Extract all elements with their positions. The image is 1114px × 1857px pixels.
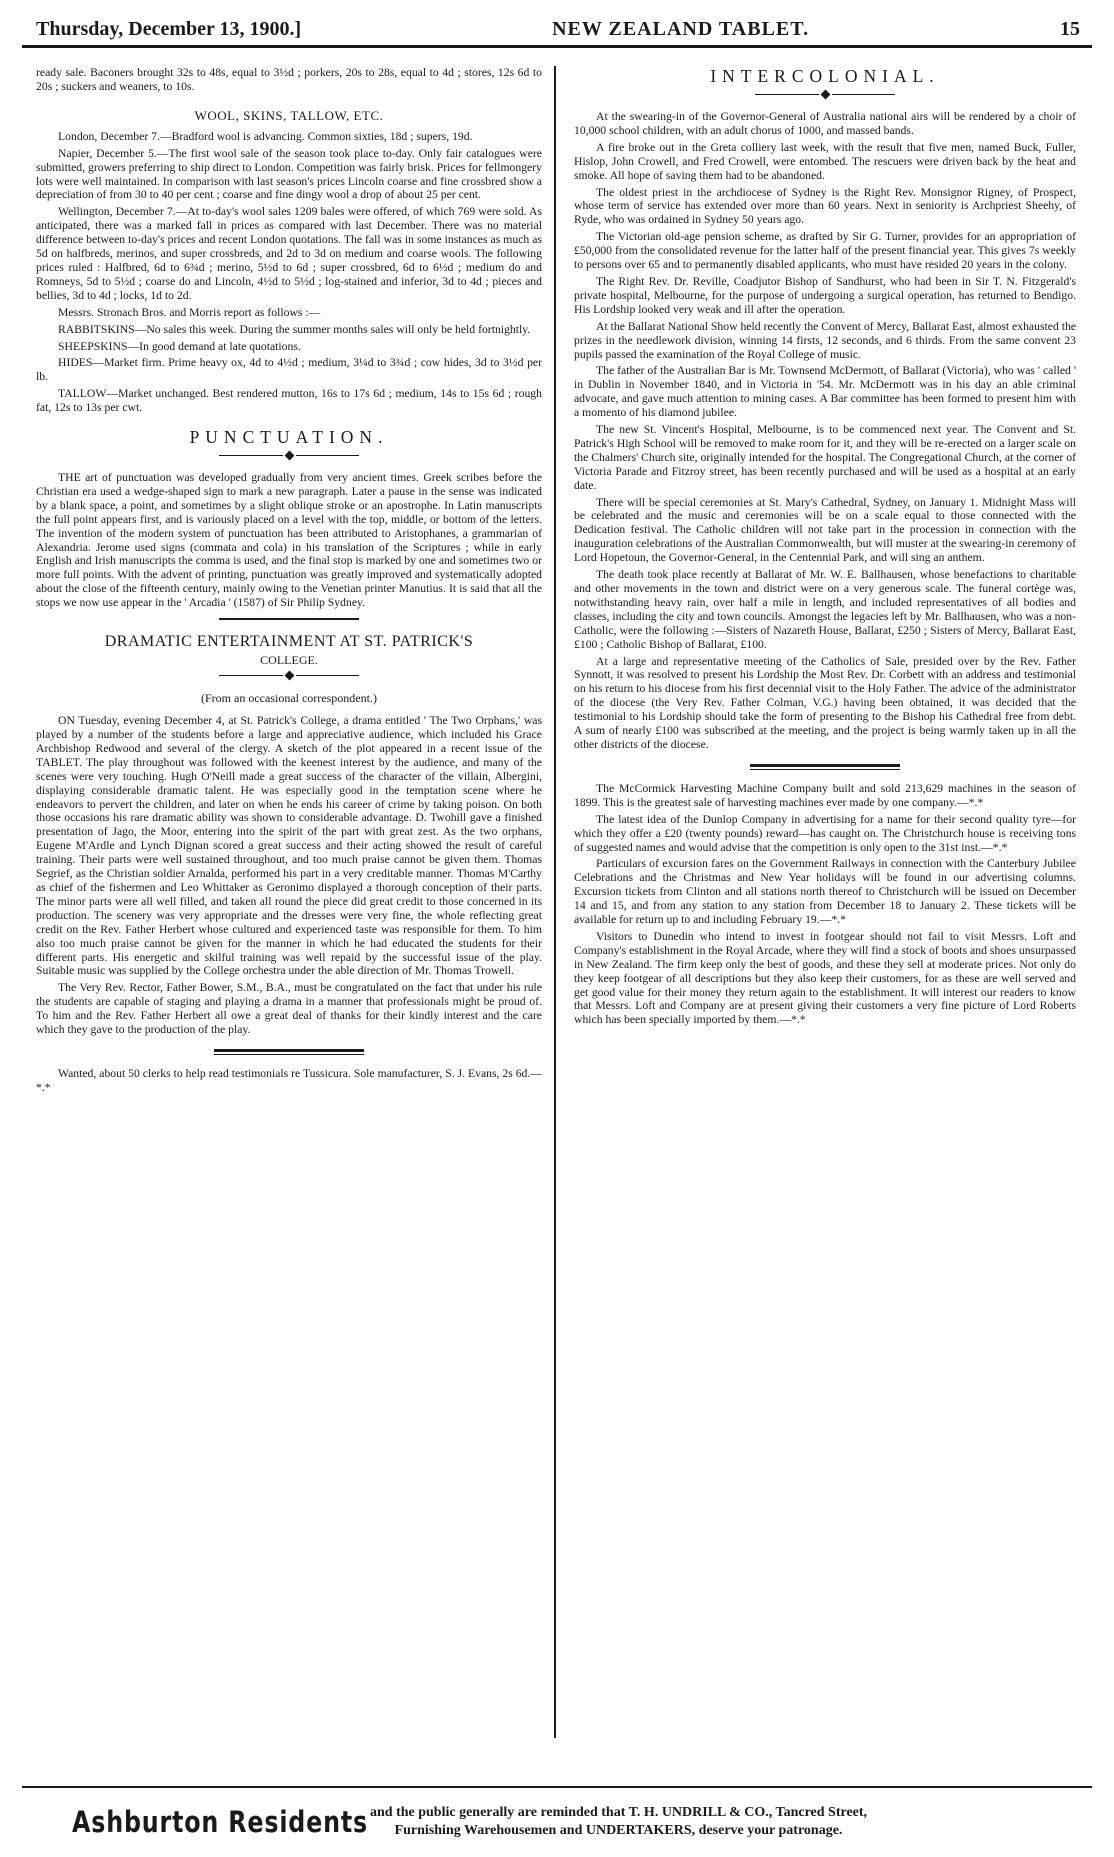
wool-paragraph: Napier, December 5.—The first wool sale of the season took place to-day. Only fair catalogues were submitted, growers preferring to ship direct to London. Competition was fairly brisk. Prices for fellmongery lots were well maintained. In comparison with last season's prices Lincoln coarse and fine crossbred show a depreciation of from 30 to 40 per cent ; coarse and fine dingy wool a drop of about 25 per cent.: [36, 146, 542, 202]
drama-subheading: COLLEGE.: [260, 653, 318, 668]
ornament-divider: [219, 672, 359, 679]
wool-paragraph: Messrs. Stronach Bros. and Morris report as follows :—: [58, 305, 321, 319]
wool-paragraph: Wellington, December 7.—At to-day's wool sales 1209 bales were offered, of which 769 were sold. As anticipated, there was a marked fall in prices as compared with last December. There was no material difference between to-day's prices and recent London quotations. The fall was in some instances as much as 5d on halfbreds, merinos, and super crossbreds, and 2d to 3d on medium and coarse wools. The following prices ruled : Halfbred, 6d to 6¾d ; merino, 5½d to 6d ; super crossbred, 6d to 6½d ; medium do and Romneys, 5d to 5½d ; coarse do and Lincoln, 4½d to 5½d ; log-stained and inferior, 3d to 4d ; pieces and bellies, 3d to 4d ; locks, 1d to 2d.: [36, 205, 542, 302]
right-column: [558, 66, 1088, 1738]
section-rule: [750, 764, 900, 770]
wool-paragraph: TALLOW—Market unchanged. Best rendered mutton, 16s to 17s 6d ; medium, 14s to 15s 6d ; rough fat, 12s to 13s per cwt.: [36, 387, 542, 415]
ornament-divider: [755, 91, 895, 98]
advert-paragraph: Visitors to Dunedin who intend to invest in footgear should not fail to visit Messrs. Loft and Company's establishment in the Royal Arcade, where they will find a stock of boots and shoes unsurpassed in New Zealand. The firm keep only the best of goods, and these they sell at moderate prices. Not only do they keep footgear of all descriptions but they also keep their customers, for as these are well served and get good value for their money they return again to the establishment. It will interest our readers to know that Messrs. Loft and Company are at present giving their customers a very fine picture of Lord Roberts which has been specially imported by them.—*.*: [574, 929, 1076, 1027]
intercolonial-paragraph: The Right Rev. Dr. Reville, Coadjutor Bishop of Sandhurst, who had been in Sir T. N. Fitzgerald's private hospital, Melbourne, for the purpose of undergoing a surgical operation, has returned to Bendigo. His Lordship looked very weak and ill after the operation.: [574, 274, 1076, 316]
intercolonial-paragraph: The Victorian old-age pension scheme, as drafted by Sir G. Turner, provides for an appropriation of £50,000 from the consolidated revenue for the latter half of the present financial year. This gives 7s weekly to persons over 65 and to permanently disabled applicants, who must have resided 20 years in the colony.: [574, 230, 1076, 272]
footer-advert: [22, 1786, 1092, 1852]
advert-paragraph: The McCormick Harvesting Machine Company built and sold 213,629 machines in the season of 1899. This is the greatest sale of harvesting machines ever made by one company.—*.*: [574, 781, 1076, 809]
intercolonial-paragraph: At a large and representative meeting of the Catholics of Sale, presided over by the Rev. Father Synnott, it was resolved to present his Lordship the Most Rev. Dr. Corbett with an address and testimonial on his return to his diocese from his first decennial visit to the Holy Father. The advice of the administrator of the diocese (the Very Rev. Father Colman, V.G.) having been obtained, it was decided that the testimonial to his Lordship should take the form of presenting to the Bishop his Cathedral free from debt. A sum of nearly £100 was subscribed at the meeting, and the project is being warmly taken up in all the other districts of the diocese.: [574, 654, 1076, 751]
page-number: 15: [1060, 18, 1080, 40]
wool-heading: WOOL, SKINS, TALLOW, ETC.: [194, 107, 384, 123]
intercolonial-paragraph: The father of the Australian Bar is Mr. Townsend McDermott, of Ballarat (Victoria), who was ' called ' in Dublin in November 1840, and in Victoria in '54. Mr. McDermott was in his day an able criminal advocate, and gave much attention to mining cases. A Bar committee has been formed to present him with a momento of his diamond jubilee.: [574, 364, 1076, 420]
wool-paragraph: SHEEPSKINS—In good demand at late quotations.: [58, 339, 301, 353]
section-rule: [214, 1049, 364, 1055]
masthead: [22, 12, 1092, 48]
intercolonial-heading: INTERCOLONIAL.: [710, 66, 940, 86]
columns: [22, 66, 1092, 1738]
left-column: [22, 66, 552, 1738]
advert-paragraph: The latest idea of the Dunlop Company in advertising for a name for their second quality tyre—for which they offer a £20 (twenty pounds) reward—has caught on. The Christchurch house is receiving tons of suggested names and would advise that the competition is only open to the 31st inst.—*.*: [574, 812, 1076, 854]
intercolonial-paragraph: The death took place recently at Ballarat of Mr. W. E. Ballhausen, whose benefactions to charitable and other movements in the town and district were on a very generous scale. The funeral cortège was, notwithstanding heavy rain, over half a mile in length, and included representatives of all bodies and classes, including the city and town councils. Amongst the legacies left by Mr. Ballhausen, who was a non-Catholic, were the following :—Sisters of Nazareth House, Ballarat, £250 ; Sisters of Mercy, Ballarat East, £100 ; Catholic Bishop of Ballarat, £100.: [574, 568, 1076, 651]
column-rule: [554, 66, 556, 1738]
punctuation-paragraph: THE art of punctuation was developed gradually from very ancient times. Greek scribes before the Christian era used a wedge-shaped sign to mark a new paragraph. Later a pause in the sense was indicated by a blank space, a point, and sometimes by a slight oblique stroke or an apostrophe. In Latin manuscripts the full point appears first, and is variously placed on a level with the top, middle, or bottom of the letters. The invention of the modern system of punctuation has been attributed to Aristophanes, a grammarian of Alexandria. Jerome used signs (commata and cola) in his translation of the Scriptures ; while in early English and Irish manuscripts the comma is used, and the final stop is marked by one and sometimes two or more full points. With the advent of printing, punctuation was greatly improved and systematically adopted about the close of the fifteenth century, mainly owing to the Venetian printer Manutius. It is said that all the stops we now use appear in the ' Arcadia ' (1587) of Sir Philip Sydney.: [36, 471, 542, 610]
intercolonial-paragraph: The new St. Vincent's Hospital, Melbourne, is to be commenced next year. The Convent and St. Patrick's High School will be removed to make room for it, and they will be re-erected on a larger scale on the Chalmers' Church site, originally intended for the hospital. The Congregational Church, at the corner of Victoria Parade and Fitzroy street, has been recently purchased and will be used as a hospital at an early date.: [574, 423, 1076, 492]
pig-market-paragraph: ready sale. Baconers brought 32s to 48s, equal to 3½d ; porkers, 20s to 28s, equal to 4d ; stores, 12s 6d to 20s ; suckers and weaners, to 10s.: [36, 66, 542, 93]
footer-notice-line: Furnishing Warehousemen and UNDERTAKERS, deserve your patronage.: [394, 1823, 843, 1838]
drama-paragraph: The Very Rev. Rector, Father Bower, S.M., B.A., must be congratulated on the fact that under his rule the students are capable of staging and playing a drama in a manner that professionals might be proud of. To him and the Rev. Father Herbert all owe a great deal of thanks for their kindly interest and the care which they gave to the production of the play.: [36, 981, 542, 1037]
intercolonial-paragraph: A fire broke out in the Greta colliery last week, with the result that five men, named Buck, Fuller, Hislop, John Crowell, and Fred Crowell, were entombed. The rescuers were driven back by the heat and smoke. All hope of saving them had to be abandoned.: [574, 140, 1076, 182]
drama-byline: (From an occasional correspondent.): [201, 691, 377, 706]
intercolonial-paragraph: At the Ballarat National Show held recently the Convent of Mercy, Ballarat East, almost exhausted the prizes in the needlework division, winning 14 firsts, 12 seconds, and 6 thirds. From the same convent 23 pupils passed the examination of the Royal College of music.: [574, 319, 1076, 361]
punctuation-heading: PUNCTUATION.: [189, 427, 389, 448]
drama-heading: DRAMATIC ENTERTAINMENT AT ST. PATRICK'S: [104, 633, 474, 651]
footer-notice: [370, 1804, 867, 1840]
advert-paragraph: Particulars of excursion fares on the Government Railways in connection with the Canterbury Jubilee Celebrations and the Christmas and New Year holidays will be found in our advertising columns. Excursion tickets from Clinton and all stations north thereof to Christchurch will be issued on December 14 and 15, and from any station to any station from December 18 to January 2. These tickets will be available for return up to and including February 19.—*.*: [574, 857, 1076, 927]
wool-paragraph: HIDES—Market firm. Prime heavy ox, 4d to 4½d ; medium, 3¼d to 3¾d ; cow hides, 3d to 3½d per lb.: [36, 356, 542, 384]
newspaper-title: NEW ZEALAND TABLET.: [552, 18, 810, 40]
issue-date: Thursday, December 13, 1900.]: [36, 18, 302, 40]
wool-paragraph: RABBITSKINS—No sales this week. During the summer months sales will only be held fortnightly.: [58, 322, 531, 336]
footer-brand: Ashburton Residents: [72, 1805, 369, 1839]
footer-notice-line: and the public generally are reminded that T. H. UNDRILL & CO., Tancred Street,: [370, 1805, 868, 1820]
wool-paragraph: London, December 7.—Bradford wool is advancing. Common sixties, 18d ; supers, 19d.: [58, 129, 473, 143]
intercolonial-paragraph: The oldest priest in the archdiocese of Sydney is the Right Rev. Monsignor Rigney, of Prospect, whose term of service has extended over more than 60 years. Next in seniority is Archpriest Sheehy, of Ryde, who was ordained in Sydney 50 years ago.: [574, 185, 1076, 227]
intercolonial-paragraph: At the swearing-in of the Governor-General of Australia national airs will be rendered by a choir of 10,000 school children, with an adult chorus of 1000, and massed bands.: [574, 110, 1076, 137]
tussicura-advert: Wanted, about 50 clerks to help read testimonials re Tussicura. Sole manufacturer, S. J. Evans, 2s 6d.—*.*: [36, 1066, 542, 1094]
intercolonial-paragraph: There will be special ceremonies at St. Mary's Cathedral, Sydney, on January 1. Midnight Mass will be celebrated and the music and ceremonies will be on a scale equal to those connected with the Dedication festival. The Catholic children will not take part in the procession in connection with the inauguration celebrations of the Australian Commonwealth, but will muster at the swearing-in ceremony of Lord Hopetoun, the Governor-General, in the Centennial Park, and will sing an anthem.: [574, 495, 1076, 565]
drama-paragraph: ON Tuesday, evening December 4, at St. Patrick's College, a drama entitled ' The Two Orphans,' was played by a number of the students before a large and appreciative audience, which included his Grace Archbishop Redwood and several of the clergy. A sketch of the plot appeared in a recent issue of the TABLET. The play throughout was followed with the keenest interest by the audience, and many of the scenes were very touching. Hugh O'Neill made a great success of the character of the villain, Albergini, displaying considerable dramatic talent. He was especially good in the temptation scene where he endeavors to pervert the children, and later on when he ends his career of crime by taking poison. On both those occasions his rare dramatic ability was shown to considerable advantage. D. Twohill gave a finished presentation of Jago, the Moor, entering into the spirit of the part with great zest. As the two orphans, Eugene M'Ardle and Lynch Dignan scored a great success and their acting showed the result of careful training. Their parts were well sustained throughout, and too much praise cannot be given them. Thomas Segrief, as the Christian soldier Arnalda, performed his part in a very creditable manner. Thomas M'Carthy as chief of the fishermen and Leo Whittaker as Geronimo displayed a thorough conception of their parts. The minor parts were all well filled, and taken all round the piece did great credit to those concerned in its production. The scenery was very appropriate and the dresses were very fine, the whole reflecting great credit on the Rev. Father Herbert whose cultured and experienced taste was responsible for them. To him also too much praise cannot be given for the manner in which he had educated the students for their different parts. His energetic and skilful training was well repaid by the successful issue of the play. Suitable music was supplied by the College orchestra under the able direction of Mr. Thomas Trowell.: [36, 714, 542, 978]
section-rule: [219, 618, 359, 620]
ornament-divider: [219, 452, 359, 459]
